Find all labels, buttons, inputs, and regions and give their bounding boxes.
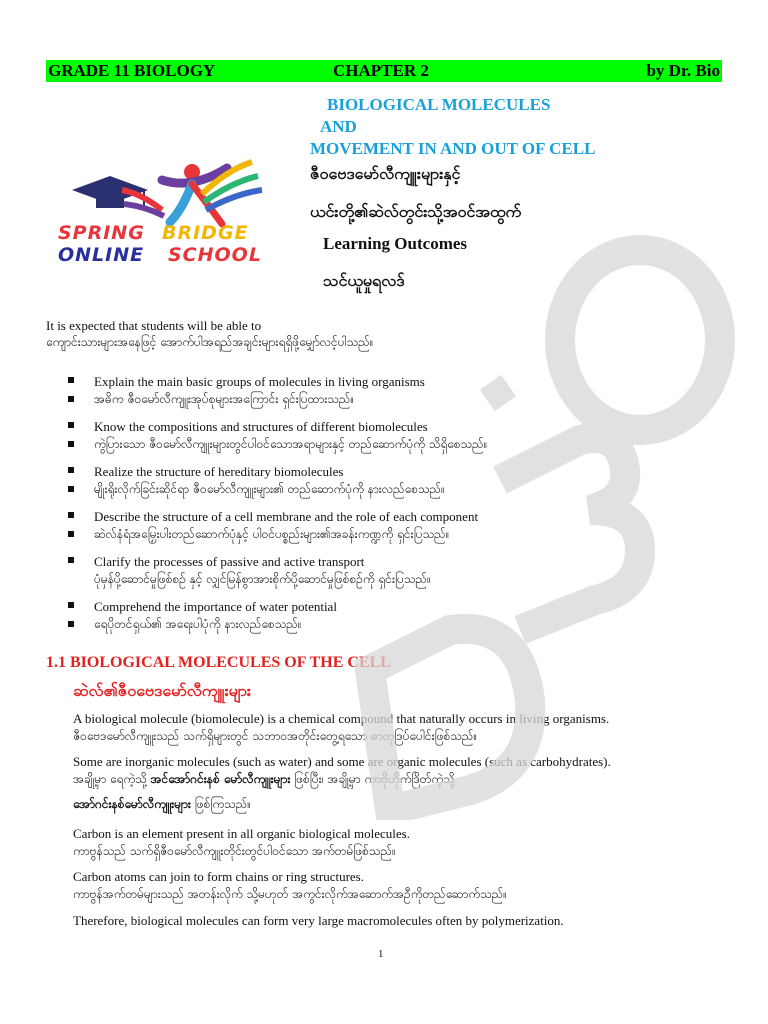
paragraph-mm: အော်ဂင်းနစ်မော်လီကျူးများ ဖြစ်ကြသည်။ <box>73 797 251 811</box>
bullet-mm: ရေပိုတင်ရှယ်၏ အရေးပါပုံကို နားလည်စေသည်။ <box>94 617 302 631</box>
logo-text <box>58 222 288 266</box>
paragraph-en: Carbon atoms can join to form chains or ring structures. <box>73 869 364 884</box>
paragraph <box>73 826 733 861</box>
bullet-icon <box>68 512 74 518</box>
paragraph-mm: ဇီဝဗေဒမော်လီကျူးသည် သက်ရှိများတွင် သဘာဝအတိုင်းတွေ့ရသော ဓာတုဒြပ်ပေါင်းဖြစ်သည်။ <box>73 729 478 743</box>
bullet-en: Realize the structure of hereditary biomolecules <box>94 464 344 479</box>
bullet-en: Describe the structure of a cell membrane and the role of each component <box>94 509 479 524</box>
intro-en: It is expected that students will be able to <box>46 318 262 333</box>
title-mm-line-2: ယင်းတို့၏ဆဲလ်တွင်းသို့အဝင်အထွက် <box>310 202 522 221</box>
bullet-en: Explain the main basic groups of molecules in living organisms <box>94 374 425 389</box>
list-item <box>68 554 748 589</box>
bullet-en: Know the compositions and structures of different biomolecules <box>94 419 428 434</box>
section-heading: 1.1 BIOLOGICAL MOLECULES OF THE CELL <box>46 654 391 671</box>
learning-outcomes-mm: သင်ယူမှုရလဒ် <box>323 271 405 290</box>
paragraph-mm: အချို့မှာ ရေကဲ့သို့ အင်အော်ဂင်းနစ် မော်လီကျူးများ ဖြစ်ပြီး၊ အချို့မှာ ကာဗိုဟိုက်ဒြိတ်ကဲ့သို့ <box>73 772 455 786</box>
page-number: 1 <box>378 948 384 960</box>
header-grade: GRADE 11 BIOLOGY <box>48 61 216 80</box>
paragraph <box>73 913 733 929</box>
title-line-3: MOVEMENT IN AND OUT OF CELL <box>310 139 596 158</box>
bullet-icon <box>68 486 74 492</box>
bullet-mm: အဓိက ဇီဝမော်လီကျူးအုပ်စုများအကြောင်း ရှင်းပြထားသည်။ <box>94 392 355 406</box>
paragraph-en: Some are inorganic molecules (such as water) and some are organic molecules (such as carbohydrates). <box>73 754 611 769</box>
bold-term: အော်ဂင်းနစ်မော်လီကျူးများ <box>73 797 191 811</box>
paragraph-en: Carbon is an element present in all organic biological molecules. <box>73 826 410 841</box>
bullet-icon <box>68 441 74 447</box>
bullet-en: Comprehend the importance of water potential <box>94 599 337 614</box>
paragraph-en: A biological molecule (biomolecule) is a chemical compound that naturally occurs in living organisms. <box>73 711 610 726</box>
bullet-icon <box>68 602 74 608</box>
logo-online: ONLINE <box>58 244 145 266</box>
logo-school: SCHOOL <box>168 244 262 266</box>
title-line-1: BIOLOGICAL MOLECULES <box>327 95 551 114</box>
bullet-mm: ကွဲပြားသော ဇီဝမော်လီကျူးများတွင်ပါဝင်သောအရာများနှင့် တည်ဆောက်ပုံကို သိရှိစေသည်။ <box>94 437 488 451</box>
learning-outcomes-list <box>68 374 748 644</box>
bullet-icon <box>68 467 74 473</box>
spring-bridge-logo <box>52 150 292 270</box>
section-heading-mm: ဆဲလ်၏ဇီဝဗေဒမော်လီကျူးများ <box>73 681 251 700</box>
header-chapter: CHAPTER 2 <box>333 61 429 80</box>
bullet-mm: ဆဲလ်နံရံအမြှေးပါးတည်ဆောက်ပုံနှင့် ပါဝင်ပစ္စည်းများ၏အခန်းကဏ္ဍကို ရှင်းပြသည်။ <box>94 527 450 541</box>
header-bar <box>46 60 722 82</box>
list-item <box>68 599 748 634</box>
paragraph-mm: ကာဗွန်သည် သက်ရှိဇီဝမော်လီကျူးတိုင်းတွင်ပါဝင်သော အက်တမ်ဖြစ်သည်။ <box>73 844 396 858</box>
title-line-2: AND <box>320 117 357 136</box>
paragraph <box>73 711 733 746</box>
list-item <box>68 374 748 409</box>
title-mm-line-1: ဇီဝဗေဒမော်လီကျူးများနှင့် <box>310 164 461 183</box>
list-item <box>68 419 748 454</box>
paragraph-mm: ကာဗွန်အက်တမ်များသည် အတန်းလိုက် သို့မဟုတ် အကွင်းလိုက်အဆောက်အဦကိုတည်ဆောက်သည်။ <box>73 887 507 901</box>
bullet-mm: ပုံမှန်ပို့ဆောင်မှုဖြစ်စဉ် နှင့် လျှင်မြန်စွာအားစိုက်ပို့ဆောင်မှုဖြစ်စဉ်ကို ရှင်းပြသည်။ <box>94 572 431 586</box>
bullet-icon <box>68 621 74 627</box>
bullet-icon <box>68 396 74 402</box>
bold-term: အင်အော်ဂင်းနစ် မော်လီကျူးများ <box>150 772 291 786</box>
bullet-icon <box>68 422 74 428</box>
intro-mm: ကျောင်းသားများအနေဖြင့် အောက်ပါအရည်အချင်းများရရှိဖို့မျှော်လင့်ပါသည်။ <box>46 335 374 349</box>
paragraph <box>73 869 733 904</box>
list-item <box>68 509 748 544</box>
bullet-en: Clarify the processes of passive and active transport <box>94 554 365 569</box>
bullet-icon <box>68 377 74 383</box>
bullet-mm: မျိုးရိုးလိုက်ခြင်းဆိုင်ရာ ဇီဝမော်လီကျူးများ၏ တည်ဆောက်ပုံကို နားလည်စေသည်။ <box>94 482 445 496</box>
learning-outcomes-heading: Learning Outcomes <box>323 234 468 253</box>
bullet-icon <box>68 531 74 537</box>
logo-bridge: BRIDGE <box>162 222 249 244</box>
bullet-icon <box>68 557 74 563</box>
header-author: by Dr. Bio <box>646 61 720 80</box>
list-item <box>68 464 748 499</box>
logo-spring: SPRING <box>58 222 145 244</box>
paragraph <box>73 754 733 814</box>
paragraph-en: Therefore, biological molecules can form very large macromolecules often by polymerization. <box>73 913 564 928</box>
